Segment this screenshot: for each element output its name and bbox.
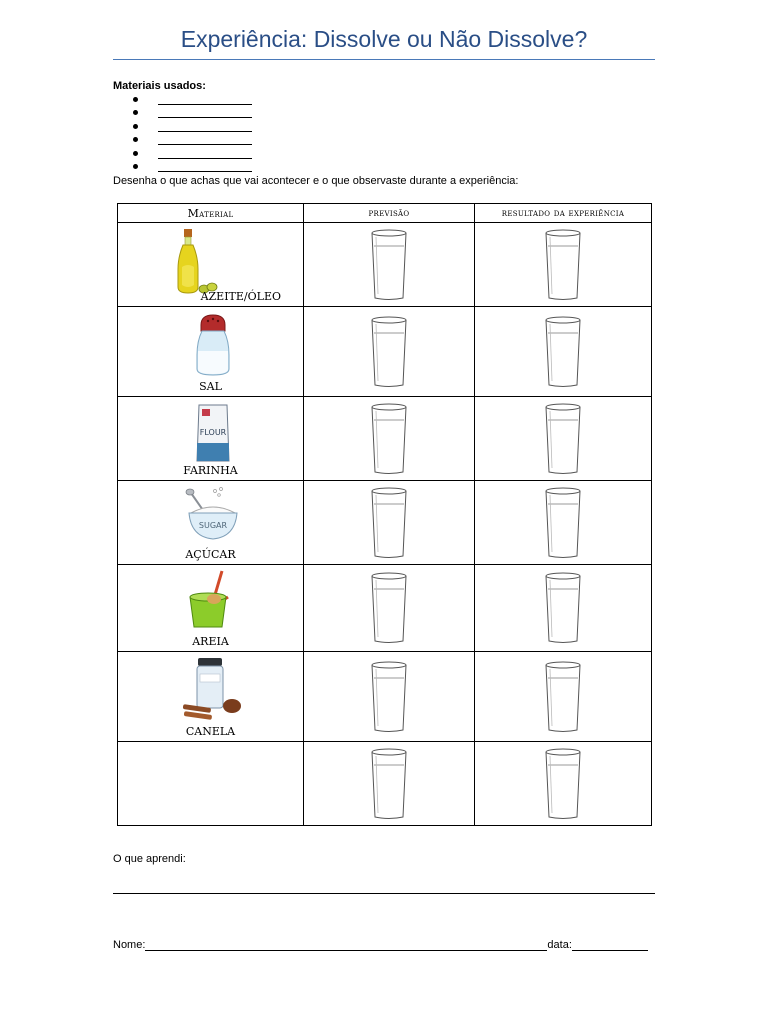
date-label: data: [547, 939, 572, 951]
bullet-icon [133, 151, 138, 156]
table-row [118, 307, 652, 397]
result-cell[interactable] [475, 652, 652, 742]
material-cell-empty[interactable] [118, 742, 304, 826]
blank-line[interactable] [158, 131, 252, 132]
footer [113, 938, 648, 951]
instructions-text: Desenha o que achas que vai acontecer e o que observaste durante a experiência: [113, 175, 519, 187]
title-divider [113, 59, 655, 60]
material-label: CANELA [185, 725, 236, 738]
bullet-icon [133, 164, 138, 169]
learned-answer-line[interactable] [113, 893, 655, 894]
header-result: resultado da experiência [475, 204, 652, 223]
name-label: Nome: [113, 939, 146, 951]
blank-line[interactable] [158, 144, 252, 145]
sand-bucket-icon [186, 569, 236, 633]
prediction-cell[interactable] [304, 223, 475, 307]
prediction-cell[interactable] [304, 742, 475, 826]
glass-icon [369, 228, 409, 302]
glass-icon [369, 315, 409, 389]
bullet-icon [133, 110, 138, 115]
flour-bag-text: FLOUR [199, 428, 226, 437]
header-prediction: previsão [304, 204, 475, 223]
bullet-icon [133, 137, 138, 142]
glass-icon [543, 747, 583, 821]
cinnamon-jar-icon [180, 656, 246, 724]
prediction-cell[interactable] [304, 565, 475, 652]
blank-line[interactable] [158, 104, 252, 105]
table-row [118, 481, 652, 565]
materials-heading: Materiais usados: [113, 80, 206, 92]
learned-label: O que aprendi: [113, 853, 186, 865]
prediction-cell[interactable] [304, 481, 475, 565]
glass-icon [369, 571, 409, 645]
glass-icon [543, 660, 583, 734]
table-row [118, 652, 652, 742]
glass-icon [543, 228, 583, 302]
table-row [118, 223, 652, 307]
glass-icon [543, 486, 583, 560]
glass-icon [543, 402, 583, 476]
result-cell[interactable] [475, 481, 652, 565]
flour-bag-icon [193, 401, 233, 465]
salt-shaker-icon [193, 311, 233, 377]
material-cell [118, 481, 304, 565]
result-cell[interactable] [475, 223, 652, 307]
blank-line[interactable] [158, 158, 252, 159]
material-label: FARINHA [183, 464, 238, 477]
result-cell[interactable] [475, 742, 652, 826]
table-row [118, 565, 652, 652]
header-material: Material [118, 204, 304, 223]
prediction-cell[interactable] [304, 307, 475, 397]
date-field-line[interactable] [572, 938, 648, 951]
glass-icon [543, 571, 583, 645]
result-cell[interactable] [475, 307, 652, 397]
experiment-table [117, 203, 652, 826]
page-title: Experiência: Dissolve ou Não Dissolve? [180, 26, 588, 52]
name-field-line[interactable] [145, 938, 547, 951]
glass-icon [369, 486, 409, 560]
material-cell [118, 565, 304, 652]
bullet-icon [133, 97, 138, 102]
table-row [118, 397, 652, 481]
glass-icon [369, 660, 409, 734]
glass-icon [369, 747, 409, 821]
material-cell [118, 652, 304, 742]
table-row [118, 742, 652, 826]
sugar-bowl-text: SUGAR [198, 521, 227, 530]
prediction-cell[interactable] [304, 652, 475, 742]
blank-line[interactable] [158, 117, 252, 118]
sugar-bowl-icon [183, 485, 243, 545]
bullet-icon [133, 124, 138, 129]
material-label: AREIA [192, 635, 229, 648]
material-label: SAL [199, 380, 222, 393]
material-label: AZEITE/ÓLEO [200, 290, 281, 303]
material-label: AÇÚCAR [185, 548, 236, 561]
glass-icon [369, 402, 409, 476]
material-cell [118, 307, 304, 397]
blank-line[interactable] [158, 171, 252, 172]
material-cell [118, 223, 304, 307]
result-cell[interactable] [475, 565, 652, 652]
glass-icon [543, 315, 583, 389]
table-header-row [118, 204, 652, 223]
olive-oil-bottle-icon [161, 227, 221, 297]
result-cell[interactable] [475, 397, 652, 481]
material-cell [118, 397, 304, 481]
prediction-cell[interactable] [304, 397, 475, 481]
